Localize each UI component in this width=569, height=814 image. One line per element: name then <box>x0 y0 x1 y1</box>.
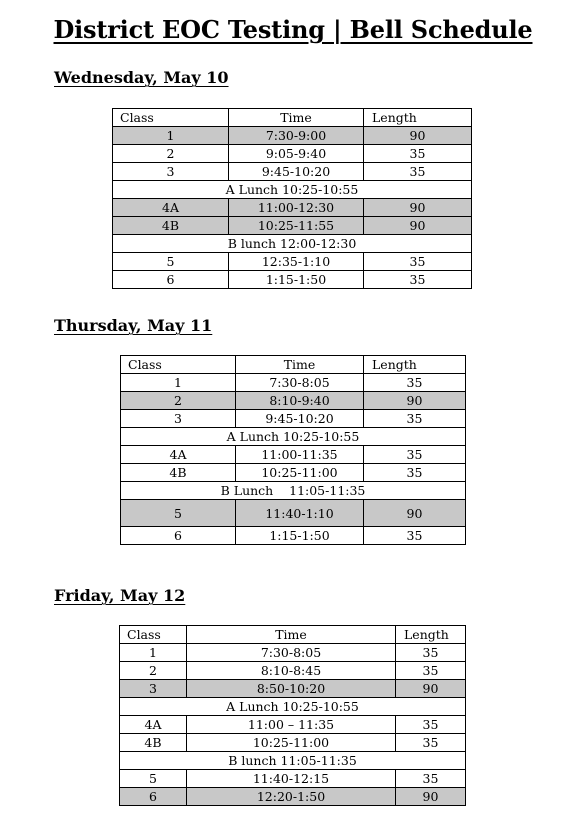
table-row <box>120 734 466 752</box>
time-cell: 7:30-9:00 <box>229 127 364 145</box>
table-row <box>121 374 466 392</box>
class-cell: 1 <box>121 374 236 392</box>
column-header-time: Time <box>187 626 396 644</box>
time-cell: 9:45-10:20 <box>229 163 364 181</box>
time-cell: 11:40-1:10 <box>236 500 364 527</box>
table-row <box>120 680 466 698</box>
class-cell: 3 <box>113 163 229 181</box>
time-cell: 11:00-12:30 <box>229 199 364 217</box>
class-cell: 3 <box>121 410 236 428</box>
length-cell: 35 <box>396 644 466 662</box>
column-header-class: Class <box>113 109 229 127</box>
table-row <box>113 145 472 163</box>
length-cell: 35 <box>364 163 472 181</box>
lunch-period: A Lunch 10:25-10:55 <box>120 698 466 716</box>
table-row <box>120 716 466 734</box>
class-cell: 5 <box>121 500 236 527</box>
time-cell: 7:30-8:05 <box>187 644 396 662</box>
lunch-row <box>120 698 466 716</box>
column-header-class: Class <box>121 356 236 374</box>
class-cell: 2 <box>121 392 236 410</box>
lunch-row <box>113 181 472 199</box>
class-cell: 6 <box>113 271 229 289</box>
class-cell: 4B <box>120 734 187 752</box>
table-header-row <box>120 626 466 644</box>
time-cell: 12:20-1:50 <box>187 788 396 806</box>
table-header-row <box>113 109 472 127</box>
table-row <box>113 217 472 235</box>
page-title: District EOC Testing | Bell Schedule <box>53 15 533 44</box>
lunch-period: B lunch 11:05-11:35 <box>120 752 466 770</box>
lunch-row <box>113 235 472 253</box>
time-cell: 8:10-9:40 <box>236 392 364 410</box>
lunch-period: A Lunch 10:25-10:55 <box>121 428 466 446</box>
class-cell: 6 <box>120 788 187 806</box>
length-cell: 35 <box>364 374 466 392</box>
time-cell: 11:00-11:35 <box>236 446 364 464</box>
length-cell: 35 <box>364 527 466 545</box>
lunch-row <box>120 752 466 770</box>
length-cell: 35 <box>396 716 466 734</box>
schedule-table-friday <box>119 625 466 806</box>
time-cell: 9:45-10:20 <box>236 410 364 428</box>
time-cell: 1:15-1:50 <box>236 527 364 545</box>
table-row <box>113 127 472 145</box>
column-header-time: Time <box>229 109 364 127</box>
length-cell: 90 <box>364 217 472 235</box>
length-cell: 90 <box>396 680 466 698</box>
length-cell: 35 <box>364 464 466 482</box>
time-cell: 7:30-8:05 <box>236 374 364 392</box>
class-cell: 4B <box>121 464 236 482</box>
table-row <box>113 163 472 181</box>
class-cell: 6 <box>121 527 236 545</box>
table-row <box>120 788 466 806</box>
day-heading-friday: Friday, May 12 <box>54 586 186 605</box>
class-cell: 4A <box>120 716 187 734</box>
column-header-length: Length <box>396 626 466 644</box>
lunch-period: B lunch 12:00-12:30 <box>113 235 472 253</box>
table-row <box>121 527 466 545</box>
time-cell: 8:50-10:20 <box>187 680 396 698</box>
table-row <box>113 271 472 289</box>
table-row <box>121 392 466 410</box>
length-cell: 35 <box>364 446 466 464</box>
table-row <box>121 410 466 428</box>
length-cell: 35 <box>364 253 472 271</box>
table-header-row <box>121 356 466 374</box>
lunch-row <box>121 482 466 500</box>
day-heading-thursday: Thursday, May 11 <box>54 316 213 335</box>
table-row <box>120 770 466 788</box>
class-cell: 5 <box>113 253 229 271</box>
column-header-class: Class <box>120 626 187 644</box>
table-row <box>120 644 466 662</box>
table-row <box>113 199 472 217</box>
class-cell: 4A <box>121 446 236 464</box>
time-cell: 9:05-9:40 <box>229 145 364 163</box>
lunch-period: A Lunch 10:25-10:55 <box>113 181 472 199</box>
length-cell: 90 <box>364 199 472 217</box>
class-cell: 2 <box>120 662 187 680</box>
lunch-period: B Lunch 11:05-11:35 <box>121 482 466 500</box>
time-cell: 12:35-1:10 <box>229 253 364 271</box>
time-cell: 11:00 – 11:35 <box>187 716 396 734</box>
time-cell: 10:25-11:00 <box>187 734 396 752</box>
table-row <box>121 464 466 482</box>
length-cell: 35 <box>364 271 472 289</box>
time-cell: 1:15-1:50 <box>229 271 364 289</box>
time-cell: 8:10-8:45 <box>187 662 396 680</box>
column-header-length: Length <box>364 356 466 374</box>
class-cell: 4B <box>113 217 229 235</box>
table-row <box>120 662 466 680</box>
class-cell: 1 <box>120 644 187 662</box>
table-row <box>113 253 472 271</box>
column-header-length: Length <box>364 109 472 127</box>
length-cell: 90 <box>364 500 466 527</box>
class-cell: 2 <box>113 145 229 163</box>
class-cell: 1 <box>113 127 229 145</box>
time-cell: 10:25-11:55 <box>229 217 364 235</box>
length-cell: 90 <box>364 392 466 410</box>
lunch-row <box>121 428 466 446</box>
table-row <box>121 446 466 464</box>
schedule-table-wednesday <box>112 108 472 289</box>
length-cell: 35 <box>396 734 466 752</box>
class-cell: 5 <box>120 770 187 788</box>
length-cell: 35 <box>364 145 472 163</box>
length-cell: 35 <box>364 410 466 428</box>
length-cell: 90 <box>396 788 466 806</box>
time-cell: 11:40-12:15 <box>187 770 396 788</box>
column-header-time: Time <box>236 356 364 374</box>
day-heading-wednesday: Wednesday, May 10 <box>54 68 229 87</box>
class-cell: 3 <box>120 680 187 698</box>
time-cell: 10:25-11:00 <box>236 464 364 482</box>
table-row <box>121 500 466 527</box>
class-cell: 4A <box>113 199 229 217</box>
length-cell: 90 <box>364 127 472 145</box>
length-cell: 35 <box>396 662 466 680</box>
schedule-table-thursday <box>120 355 466 545</box>
length-cell: 35 <box>396 770 466 788</box>
